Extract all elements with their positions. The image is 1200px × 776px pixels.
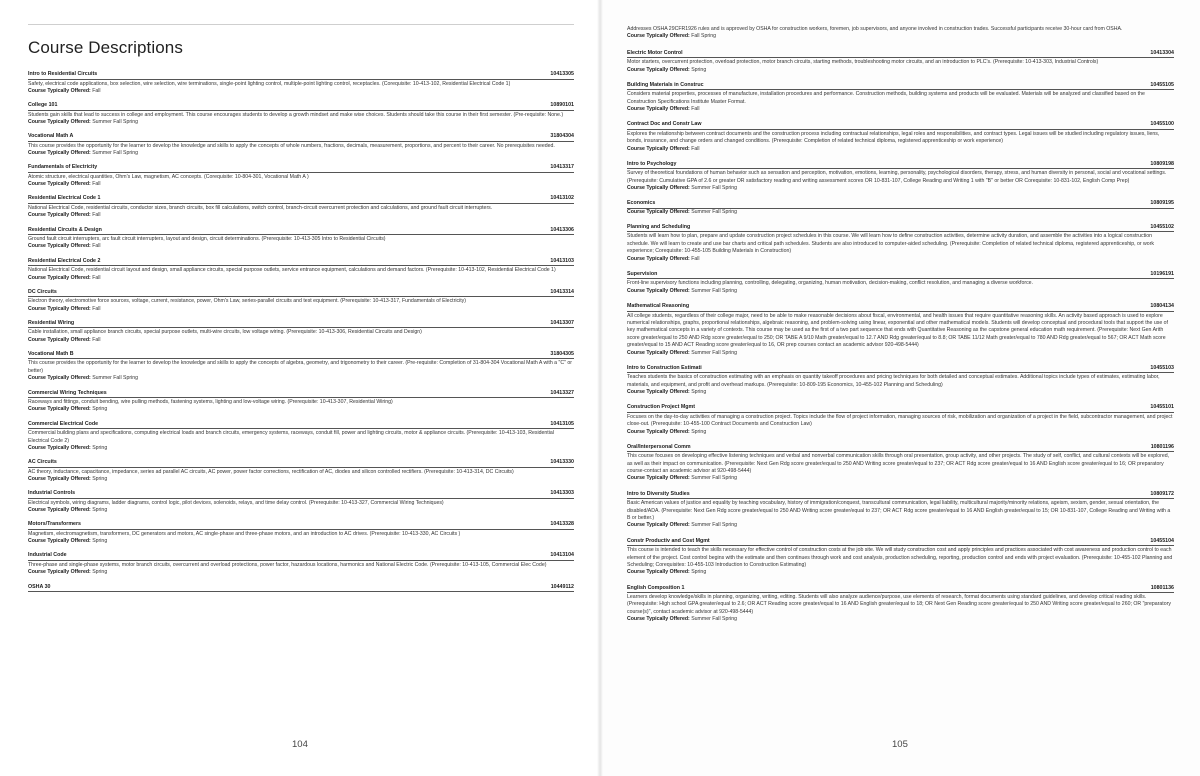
course-entry (28, 164, 574, 188)
offered-label: Course Typically Offered: (28, 444, 91, 451)
course-code: 10413307 (550, 319, 574, 326)
course-offered (28, 275, 574, 282)
course-header (627, 538, 1174, 547)
course-offered (627, 146, 1174, 153)
offered-terms: Fall (691, 255, 700, 262)
course-header (627, 161, 1174, 170)
offered-label: Course Typically Offered: (28, 181, 91, 188)
course-code: 10455100 (1150, 121, 1174, 128)
offered-terms: Summer Fall Spring (691, 208, 738, 215)
course-description: Students gain skills that lead to success in college and employment. This course encourages students to develop a growth mindset and make wise choices. Students should take this course in their first semester. (Pre-requisite: None.) (28, 111, 564, 118)
course-name: Residential Circuits & Design (28, 226, 102, 233)
course-offered (28, 476, 574, 483)
course-name: DC Circuits (28, 288, 57, 295)
course-header (28, 351, 574, 360)
course-entry (627, 585, 1174, 624)
offered-label: Course Typically Offered: (627, 145, 690, 152)
offered-label: Course Typically Offered: (627, 349, 690, 356)
course-description: Safety, electrical code applications, box selection, wire selection, wire terminations, single-point lighting control, multiple-point lighting control, receptacles. (Corequisite: 10-413-102, Residential Electrical Code 1) (28, 80, 511, 87)
course-entry (28, 552, 574, 576)
course-description: This course focuses on developing effective listening techniques and verbal and nonverbal communication skills through oral presentation, group activity, and other projects. The study of self, conflict, and cultural contexts will be explored, as well as their impact on communication. (Prerequisite: Next Gen Rdg score greater/equal to 250 AND Writing score greater/equal to 237; OR ACT Rdg score greater/equal to 16 AND English score greater/equal to 16; OR preparatory course-contact an academic advisor at 920-498-5444) (627, 453, 1170, 475)
course-name: Motors/Transformers (28, 521, 81, 528)
course-offered (627, 389, 1174, 396)
course-offered (627, 522, 1174, 529)
course-name: Contract Doc and Constr Law (627, 121, 702, 128)
offered-label: Course Typically Offered: (627, 66, 690, 73)
course-code: 10413328 (550, 521, 574, 528)
offered-label: Course Typically Offered: (627, 208, 690, 215)
course-entry (627, 303, 1174, 357)
course-offered (627, 616, 1174, 623)
course-description: Cable installation, small appliance branch circuits, special purpose outlets, multi-wire circuits, low voltage wiring. (Prerequisite: 10-413-306, Residential Circuits and Design) (28, 329, 422, 336)
course-offered (627, 185, 1174, 192)
offered-label: Course Typically Offered: (28, 87, 91, 94)
course-entry (28, 490, 574, 514)
offered-label: Course Typically Offered: (28, 507, 91, 514)
course-name: College 101 (28, 102, 58, 109)
course-name: Fundamentals of Electricity (28, 164, 98, 171)
offered-terms: Spring (92, 569, 108, 576)
offered-terms: Fall (691, 106, 700, 113)
course-entry (28, 133, 574, 157)
course-name: Electric Motor Control (627, 49, 683, 56)
offered-terms: Fall (92, 274, 101, 281)
offered-terms: Fall Spring (691, 33, 716, 40)
course-description: Front-line supervisory functions including planning, controlling, delegating, organizing, human motivation, decision-making, conflict resolution, and managing a diverse workforce. (627, 280, 1033, 287)
course-code: 10196191 (1150, 270, 1174, 277)
course-name: Industrial Controls (28, 490, 76, 497)
continued-description: Addresses OSHA 29CFR1926 rules and is approved by OSHA for construction workers, foremen, job supervisors, and anyone involved in construction trades. Successful participants receive 30-hour card from OSHA. (627, 26, 1123, 32)
course-entry (627, 271, 1174, 295)
offered-label: Course Typically Offered: (627, 428, 690, 435)
course-entry (627, 365, 1174, 397)
course-offered (28, 569, 574, 576)
course-entry (28, 521, 574, 545)
course-offered (28, 337, 574, 344)
offered-terms: Spring (92, 444, 108, 451)
course-header (28, 390, 574, 399)
offered-terms: Spring (691, 569, 707, 576)
course-entry (28, 227, 574, 251)
course-name: Industrial Code (28, 552, 67, 559)
course-header (28, 133, 574, 142)
course-offered (28, 538, 574, 545)
course-description: Students will learn how to plan, prepare and update construction project schedules in this course. We will learn how to define construction activities, determine activity duration, and assemble the activities into a logical construction schedule. We will learn to create and use bar charts and critical path schedules. Students are also introduced to computer-aided scheduling. (Prerequisite: Completion of related technical diploma, registered apprenticeship, or work experience; Corequisite: 10-455-105 Building Materials in Construction) (627, 233, 1155, 255)
course-description: Ground fault circuit interrupters, arc fault circuit interrupters, layout and design, circuit determinations. (Prerequisite: 10-413-305 Intro to Residential Circuits) (28, 236, 386, 243)
offered-terms: Summer Fall Spring (691, 185, 738, 192)
left-course-list (28, 71, 574, 592)
offered-label: Course Typically Offered: (28, 406, 91, 413)
course-entry (28, 390, 574, 414)
course-header (28, 552, 574, 561)
offered-terms: Spring (92, 538, 108, 545)
course-code: 10413103 (550, 257, 574, 264)
course-offered (627, 256, 1174, 263)
offered-terms: Summer Fall Spring (691, 287, 738, 294)
course-entry (28, 195, 574, 219)
offered-terms: Summer Fall Spring (92, 119, 139, 126)
offered-terms: Summer Fall Spring (92, 375, 139, 382)
course-code: 10413330 (550, 459, 574, 466)
course-header (627, 50, 1174, 59)
offered-label: Course Typically Offered: (627, 185, 690, 192)
offered-label: Course Typically Offered: (627, 33, 690, 40)
course-offered (28, 150, 574, 157)
course-description: National Electrical Code, residential circuits, conductor sizes, branch circuits, box fill calculations, switch control, branch-circuit overcurrent protection and calculations, and ground fault circuit interrupters. (28, 204, 493, 211)
offered-terms: Spring (92, 476, 108, 483)
course-header (28, 521, 574, 530)
offered-label: Course Typically Offered: (28, 476, 91, 483)
course-description: National Electrical Code, residential circuit layout and design, small appliance circuits, special purpose outlets, service entrance equipment, calculations and demand factors. (Prerequisite: 10-413-102, Residential Electrical Code 1) (28, 267, 556, 274)
course-header (627, 404, 1174, 413)
course-entry (627, 161, 1174, 193)
course-offered (627, 475, 1174, 482)
course-entry (28, 102, 574, 126)
course-name: Planning and Scheduling (627, 223, 691, 230)
offered-label: Course Typically Offered: (627, 616, 690, 623)
course-description: This course provides the opportunity for the learner to develop the knowledge and skills to apply the concepts of whole numbers, fractions, decimals, measurement, proportions, and percent to their career. No prerequisites needed. (28, 142, 555, 149)
course-code: 10809198 (1150, 160, 1174, 167)
course-code: 10413104 (550, 552, 574, 559)
course-description: This course provides the opportunity for the learner to develop the knowledge and skills to apply the concepts of algebra, geometry, and trigonometry to their career. (Pre-requisite: Completion of 31-804-304 Vocational Math A with a "C" or better) (28, 360, 572, 374)
course-entry (627, 121, 1174, 153)
course-header (28, 459, 574, 468)
course-offered (28, 375, 574, 382)
page-number-right: 105 (892, 739, 908, 750)
course-code: 10809172 (1150, 490, 1174, 497)
course-code: 10413314 (550, 288, 574, 295)
offered-terms: Fall (691, 145, 700, 152)
course-entry (28, 289, 574, 313)
course-code: 10455104 (1150, 537, 1174, 544)
offered-terms: Summer Fall Spring (691, 522, 738, 529)
course-header (627, 491, 1174, 500)
course-code: 10801196 (1150, 443, 1174, 450)
course-offered (28, 243, 574, 250)
offered-terms: Summer Fall Spring (691, 616, 738, 623)
offered-label: Course Typically Offered: (28, 538, 91, 545)
course-description: Explores the relationship between contract documents and the construction process including contractual relationships, legal roles and responsibilities, and contract types. Legal issues will be studied including regulatory issues, liens, bonds, insurance, and change orders and changed conditions. (Prerequisite: Completion of related technical diploma, registered apprenticeship or work experience) (627, 130, 1160, 145)
course-description: All college students, regardless of their college major, need to be able to make reasonable decisions about fiscal, environmental, and health issues that require quantitative reasoning skills. An activity based approach is used to explore numerical relationships, graphs, proportional relationships, algebraic reasoning, and problem-solving using linear, exponential and other mathematical models. Students will develop conceptual and procedural tools that support the use of key mathematical concepts in a variety of contexts. This course may be used as the first of a two part sequence that ends with Quantitative Reasoning as the capstone general education math requirement. (Prerequisite: Next Gen Arith score greater/equal to 250 AND Rdg score greater/equal to 250; OR TABE A 9/10 Math greater/equal to 12.7 AND Rdg greater/equal to 8.8; OR TABE 11/12 Math greater/equal to 780 AND Rdg greater/equal to 567; OR ACT Math score greater/equal to 15 AND ACT Reading score greater/equal to 16, OR prep courses contact an academic advisor 920-498-5444) (627, 312, 1168, 349)
offered-label: Course Typically Offered: (627, 475, 690, 482)
offered-label: Course Typically Offered: (28, 305, 91, 312)
course-code: 10413327 (550, 389, 574, 396)
course-code: 10413317 (550, 164, 574, 171)
offered-terms: Fall (92, 212, 101, 219)
course-header (627, 365, 1174, 374)
course-offered (627, 569, 1174, 576)
offered-terms: Fall (92, 243, 101, 250)
course-name: AC Circuits (28, 459, 57, 466)
course-entry (28, 71, 574, 95)
course-description: Commercial building plans and specifications, computing electrical loads and branch circuits, emergency systems, raceways, conduit fill, power and lighting circuits, motor & appliance circuits. (Prerequisite: 10-413-103, Residential Electrical Code 2) (28, 430, 554, 444)
offered-terms: Summer Fall Spring (691, 349, 738, 356)
course-offered (627, 288, 1174, 295)
course-header (28, 258, 574, 267)
course-entry (627, 224, 1174, 263)
course-name: OSHA 30 (28, 583, 51, 590)
course-code: 10449112 (550, 583, 574, 590)
right-course-list (627, 50, 1174, 624)
offered-label: Course Typically Offered: (28, 569, 91, 576)
course-code: 10413303 (550, 490, 574, 497)
course-entry (28, 584, 574, 593)
course-description: Motor starters, overcurrent protection, overload protection, motor branch circuits, starting methods, troubleshooting motor circuits, and an introduction to PLC's. (Prerequisite: 10-413-303, Industrial Controls) (627, 59, 1099, 66)
offered-terms: Fall (92, 305, 101, 312)
offered-terms: Spring (691, 389, 707, 396)
course-entry (627, 82, 1174, 114)
course-code: 10413306 (550, 226, 574, 233)
course-header (28, 227, 574, 236)
offered-label: Course Typically Offered: (627, 389, 690, 396)
course-description: Basic American values of justice and equality by teaching vocabulary, history of immigration/conquest, transcultural communication, legal liability, multicultural majority/minority relations, ageism, sexism, gender, sexual orientation, the disabled/ADA. (Prerequisite: Next Gen Rdg score greater/equal to 250 AND Writing score greater/equal to 237; OR ACT Rdg score greater/equal to 16 AND English greater/equal to 15; OR 10-831-107, College Reading and Writing with a B or better.) (627, 500, 1171, 521)
course-description: This course is intended to teach the skills necessary for effective control of construction costs at the job site. We will study construction cost and apply principles and practices associated with cost awareness and production control to each element of the project. Cost control begins with the estimate and then continues through work and cost analysis, production scheduling, reporting, production control and ends with project evaluation. (Prerequisite: 10-455-102 Planning and Scheduling; Corequisites: 10-455-103 Introduction to Construction Estimating) (627, 547, 1173, 568)
course-code: 10804134 (1150, 303, 1174, 309)
course-code: 10455103 (1150, 364, 1174, 371)
course-description: Raceways and fittings, conduit bending, wire pulling methods, fastening systems, lighting and low-voltage wiring. (Prerequisite: 10-413-307, Residential Wiring) (28, 399, 393, 405)
course-entry (627, 444, 1174, 483)
course-header (28, 195, 574, 204)
offered-terms: Fall (92, 336, 101, 343)
course-header (28, 164, 574, 173)
course-description: Magnetism, electromagnetism, transformers, DC generators and motors, AC single-phase and three-phase motors, and an introduction to AC drives. (Prerequisite: 10-413-330, AC Circuits ) (28, 530, 461, 537)
offered-label: Course Typically Offered: (28, 336, 91, 343)
course-offered (28, 212, 574, 219)
course-header (28, 289, 574, 298)
course-offered (627, 67, 1174, 74)
offered-label: Course Typically Offered: (28, 212, 91, 219)
course-name: Commercial Wiring Techniques (28, 389, 107, 396)
course-code: 31804305 (550, 350, 574, 357)
offered-label: Course Typically Offered: (28, 274, 91, 281)
course-name: Residential Wiring (28, 319, 75, 326)
offered-label: Course Typically Offered: (28, 375, 91, 382)
course-name: Mathematical Reasoning (627, 303, 690, 309)
course-name: Intro to Residential Circuits (28, 71, 98, 77)
course-code: 10413304 (1150, 49, 1174, 56)
course-name: Oral/Interpersonal Comm (627, 443, 691, 450)
offered-terms: Summer Fall Spring (92, 150, 139, 157)
course-code: 10413305 (550, 71, 574, 77)
course-offered (28, 507, 574, 514)
course-code: 10413105 (550, 420, 574, 427)
offered-terms: Spring (691, 428, 707, 435)
course-code: 10801136 (1150, 584, 1174, 591)
offered-label: Course Typically Offered: (627, 255, 690, 262)
course-header (627, 200, 1174, 209)
course-entry (627, 491, 1174, 530)
offered-label: Course Typically Offered: (627, 522, 690, 529)
course-code: 31804304 (550, 133, 574, 140)
course-name: Intro to Diversity Studies (627, 490, 690, 497)
course-offered (28, 306, 574, 313)
course-description: Electrical symbols, wiring diagrams, ladder diagrams, control logic, pilot devices, solenoids, relays, and time delay control. (Prerequisite: 10-413-327, Commercial Wiring Techniques) (28, 499, 444, 506)
course-name: Vocational Math A (28, 133, 74, 140)
course-header (627, 585, 1174, 594)
course-name: Intro to Psychology (627, 160, 677, 167)
course-code: 10890101 (550, 102, 574, 109)
course-entry (28, 421, 574, 453)
course-header (627, 121, 1174, 130)
course-name: English Composition 1 (627, 584, 685, 591)
course-offered (627, 209, 1174, 216)
top-rule (28, 24, 574, 25)
course-code: 10455102 (1150, 223, 1174, 230)
course-description: Teaches students the basics of construction estimating with an emphasis on quantity takeoff procedures and pricing techniques for both detailed and conceptual estimates. Additional topics include types of estimates, estimating labor, materials, and equipment, and profit and overhead markups. (Prerequisite: 10-809-195 Economics, 10-455-102 Planning and Scheduling) (627, 374, 1160, 388)
offered-label: Course Typically Offered: (627, 106, 690, 113)
offered-label: Course Typically Offered: (627, 569, 690, 576)
course-header (28, 102, 574, 111)
course-description: Learners develop knowledge/skills in planning, organizing, writing, editing. Students will also analyze audience/purpose, use elements of research, format documents using standard guidelines, and develop critical reading skills. (Prerequisite: High school GPA greater/equal to 2.6; OR ACT Reading score greater/equal to 16 AND English greater/equal to 18; OR Next Gen Reading score greater/equal to 250 AND Writing score greater/equal to 260; OR "preparatory course(s)", contact academic advisor at 920-498-5444) (627, 594, 1171, 615)
course-name: Residential Electrical Code 1 (28, 195, 101, 202)
course-code: 10809195 (1150, 200, 1174, 207)
course-header (28, 320, 574, 329)
course-name: Constr Productiv and Cost Mgmt (627, 537, 710, 544)
course-code: 10455101 (1150, 404, 1174, 411)
continued-offered (627, 33, 1174, 40)
course-entry (28, 320, 574, 344)
course-description: Three-phase and single-phase systems, motor branch circuits, overcurrent and overload protections, power factor, hazardous locations, harmonics and National Electric Code. (Prerequisite: 10-413-105, Commercial Elec Code) (28, 561, 547, 568)
course-header (627, 271, 1174, 280)
course-offered (28, 88, 574, 95)
course-entry (627, 538, 1174, 577)
course-entry (28, 351, 574, 383)
course-header (28, 421, 574, 430)
course-header (627, 444, 1174, 453)
course-entry (627, 200, 1174, 216)
course-description: AC theory, inductance, capacitance, impedance, series ad parallel AC circuits, AC power, power factor corrections, rectification of AC, diodes and silicon controlled rectifiers. (Prerequisite: 10-413-314, DC Circuits) (28, 468, 514, 475)
course-entry (28, 459, 574, 483)
course-offered (28, 119, 574, 126)
course-offered (627, 429, 1174, 436)
course-name: Residential Electrical Code 2 (28, 257, 101, 264)
course-name: Building Materials in Construc (627, 81, 704, 88)
course-header (627, 303, 1174, 312)
offered-terms: Spring (92, 507, 108, 514)
course-offered (28, 406, 574, 413)
offered-terms: Fall (92, 181, 101, 188)
course-name: Construction Project Mgmt (627, 404, 695, 411)
offered-terms: Fall (92, 87, 101, 94)
right-page (600, 0, 1200, 776)
course-header (28, 490, 574, 499)
course-code: 10413102 (550, 195, 574, 202)
course-entry (627, 404, 1174, 436)
book-spine (597, 0, 603, 776)
offered-label: Course Typically Offered: (627, 287, 690, 294)
course-name: Vocational Math B (28, 350, 74, 357)
course-header (28, 584, 574, 593)
course-code: 10455105 (1150, 81, 1174, 88)
course-description: Atomic structure, electrical quantities, Ohm's Law, magnetism, AC concepts. (Corequisite: 10-804-301, Vocational Math A ) (28, 173, 309, 180)
page-title: Course Descriptions (28, 38, 183, 57)
offered-terms: Summer Fall Spring (691, 475, 738, 482)
course-name: Supervision (627, 270, 658, 277)
course-header (28, 71, 574, 80)
course-offered (28, 181, 574, 188)
course-description: Considers material properties, processes of manufacture, installation procedures and performance. Construction methods, building systems and products will be evaluated. Materials will be analyzed and classified based on the Construction Specifications Institute Master Format. (627, 91, 1145, 105)
course-name: Intro to Construction Estimati (627, 364, 702, 371)
offered-terms: Spring (92, 406, 108, 413)
offered-label: Course Typically Offered: (28, 150, 91, 157)
course-entry (28, 258, 574, 282)
course-name: Commercial Electrical Code (28, 420, 99, 427)
course-header (627, 224, 1174, 233)
course-offered (627, 350, 1174, 357)
course-entry (627, 50, 1174, 74)
offered-label: Course Typically Offered: (28, 119, 91, 126)
course-description: Focuses on the day-to-day activities of managing a construction project. Topics include the flow of project information, managing sources of risk, mobilization and organization of a project in the field, subcontractor management, and project close-out. (Prerequisite: 10-455-100 Contract Documents and Construction Law) (627, 413, 1173, 428)
course-description: Survey of theoretical foundations of human behavior such as sensation and perception, motivation, emotions, learning, personality, psychological disorders, therapy, stress, and human diversity in personal, social and vocational settings. (Prerequisite: Cumulative GPA of 2.6 or greater OR satisfactory reading and writing assessment scores OR 10-831-107, College Reading and Writing 1 with "B" or better OR Corequisite: 10-831-102, English Comp Prep) (627, 170, 1167, 184)
course-header (627, 82, 1174, 91)
offered-terms: Spring (691, 66, 707, 73)
course-name: Economics (627, 200, 656, 207)
page-number-left: 104 (292, 739, 308, 750)
course-description: Electron theory, electromotive force sources, voltage, current, resistance, power, Ohm's Law, series-parallel circuits and test equipment. (Prerequisite: 10-413-317, Fundamentals of Electricity) (28, 298, 466, 305)
course-offered (28, 445, 574, 452)
course-offered (627, 106, 1174, 113)
offered-label: Course Typically Offered: (28, 243, 91, 250)
